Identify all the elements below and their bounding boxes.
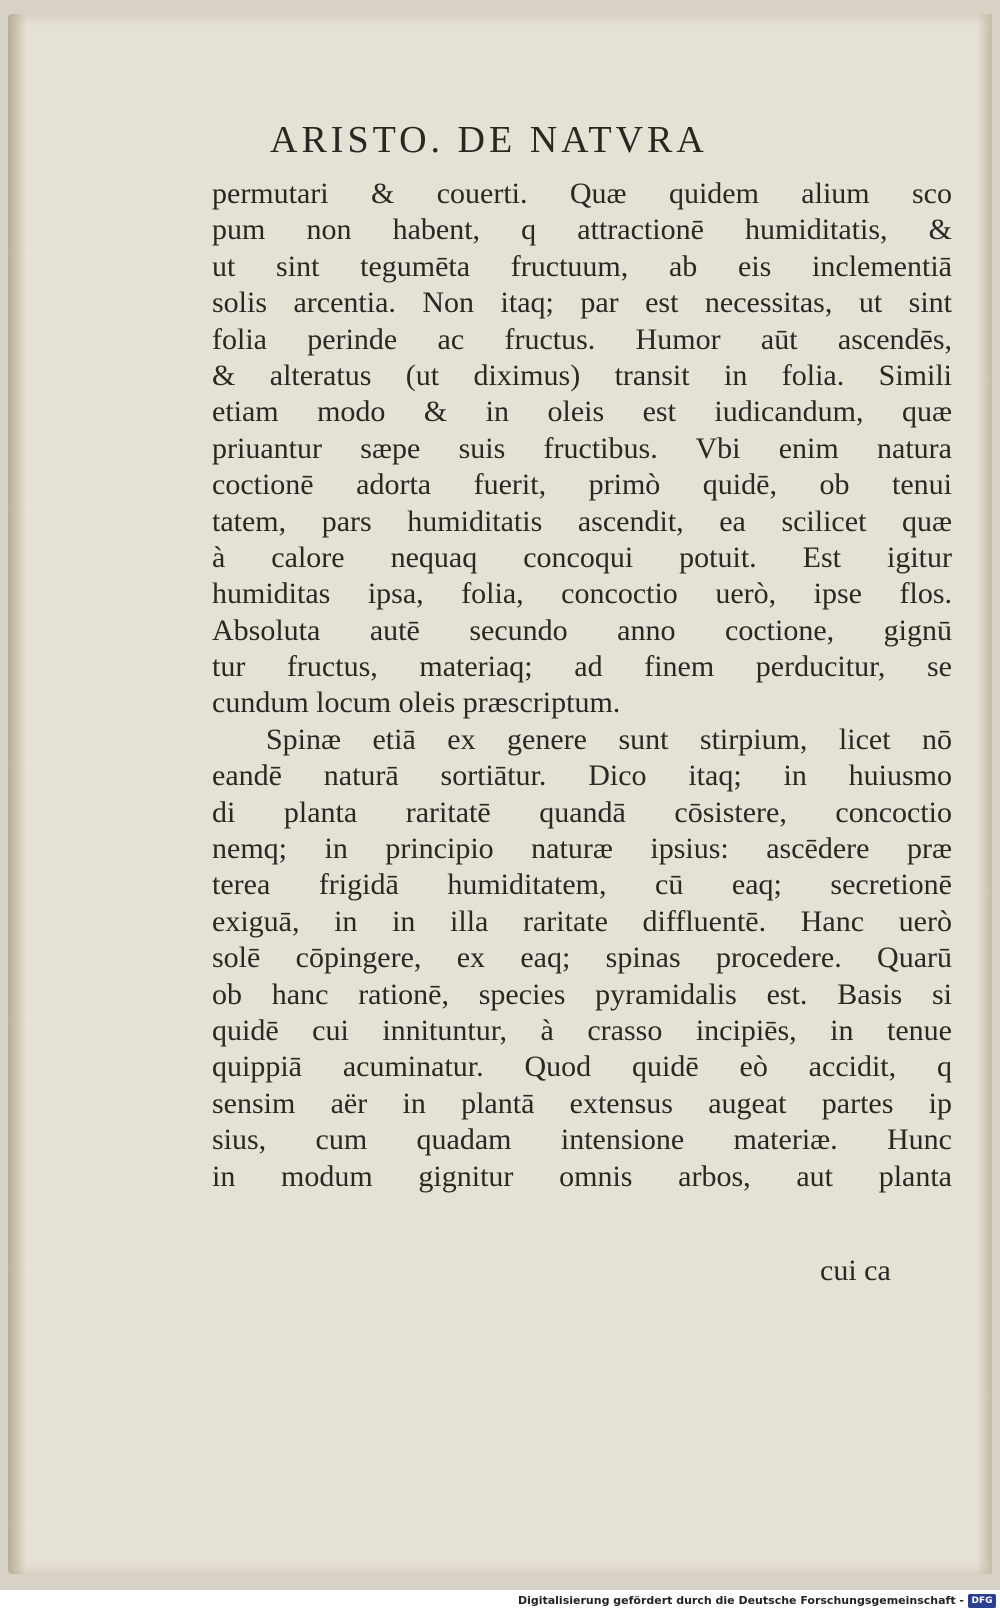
text-line: tatem, pars humiditatis ascendit, ea scilicet quæ (212, 504, 952, 538)
text-line: pum non habent, q attractionē humiditatis, & (212, 213, 952, 247)
text-line: terea frigidā humiditatem, cū eaq; secretionē (212, 868, 952, 902)
text-block (212, 176, 952, 1195)
text-line: eandē naturā sortiātur. Dico itaq; in huiusmo (212, 759, 952, 793)
text-line: quidē cui innituntur, à crasso incipiēs, in tenue (212, 1013, 952, 1047)
text-line: ob hanc rationē, species pyramidalis est. Basis si (212, 977, 952, 1011)
text-line: sensim aër in plantā extensus augeat partes ip (212, 1086, 952, 1120)
dfg-logo-icon[interactable]: DFG (968, 1594, 996, 1608)
text-line: di planta raritatē quandā cōsistere, concoctio (212, 795, 952, 829)
text-line: coctionē adorta fuerit, primò quidē, ob tenui (212, 468, 952, 502)
catchword: cui ca (820, 1254, 891, 1287)
text-line: in modum gignitur omnis arbos, aut planta (212, 1159, 952, 1193)
text-line: solē cōpingere, ex eaq; spinas procedere. Quarū (212, 941, 952, 975)
text-line: permutari & couerti. Quæ quidem alium sco (212, 177, 952, 210)
text-line: exiguā, in in illa raritate diffluentē. Hanc uerò (212, 904, 952, 938)
text-line: solis arcentia. Non itaq; par est necessitas, ut sint (212, 286, 952, 320)
running-head: ARISTO. DE NATVRA (270, 119, 708, 161)
footer-bar (0, 1592, 1000, 1612)
text-line: quippiā acuminatur. Quod quidē eò accidit, q (212, 1050, 952, 1084)
paragraph-first-line: Spinæ etiā ex genere sunt stirpium, licet nō (266, 722, 952, 756)
text-line: & alteratus (ut diximus) transit in folia. Simili (212, 358, 952, 392)
page-edge-shadow (978, 14, 992, 1574)
text-line: tur fructus, materiaq; ad finem perducitur, se (212, 650, 952, 684)
text-line: Absoluta autē secundo anno coctione, gignū (212, 613, 952, 647)
text-line: folia perinde ac fructus. Humor aūt ascendēs, (212, 322, 952, 356)
funding-credit: Digitalisierung gefördert durch die Deutsche Forschungsgemeinschaft - (517, 1594, 964, 1607)
text-line: humiditas ipsa, folia, concoctio uerò, ipse flos. (212, 577, 952, 611)
text-line: sius, cum quadam intensione materiæ. Hunc (212, 1123, 952, 1157)
page-gutter-shadow (8, 14, 26, 1574)
text-line: à calore nequaq concoqui potuit. Est igitur (212, 540, 952, 574)
text-line: priuantur sæpe suis fructibus. Vbi enim natura (212, 431, 952, 465)
text-line: etiam modo & in oleis est iudicandum, quæ (212, 395, 952, 429)
text-line: nemq; in principio naturæ ipsius: ascēdere præ (212, 832, 952, 866)
text-line: ut sint tegumēta fructuum, ab eis inclementiā (212, 249, 952, 283)
paragraph-last-line: cundum locum oleis præscriptum. (212, 686, 621, 720)
